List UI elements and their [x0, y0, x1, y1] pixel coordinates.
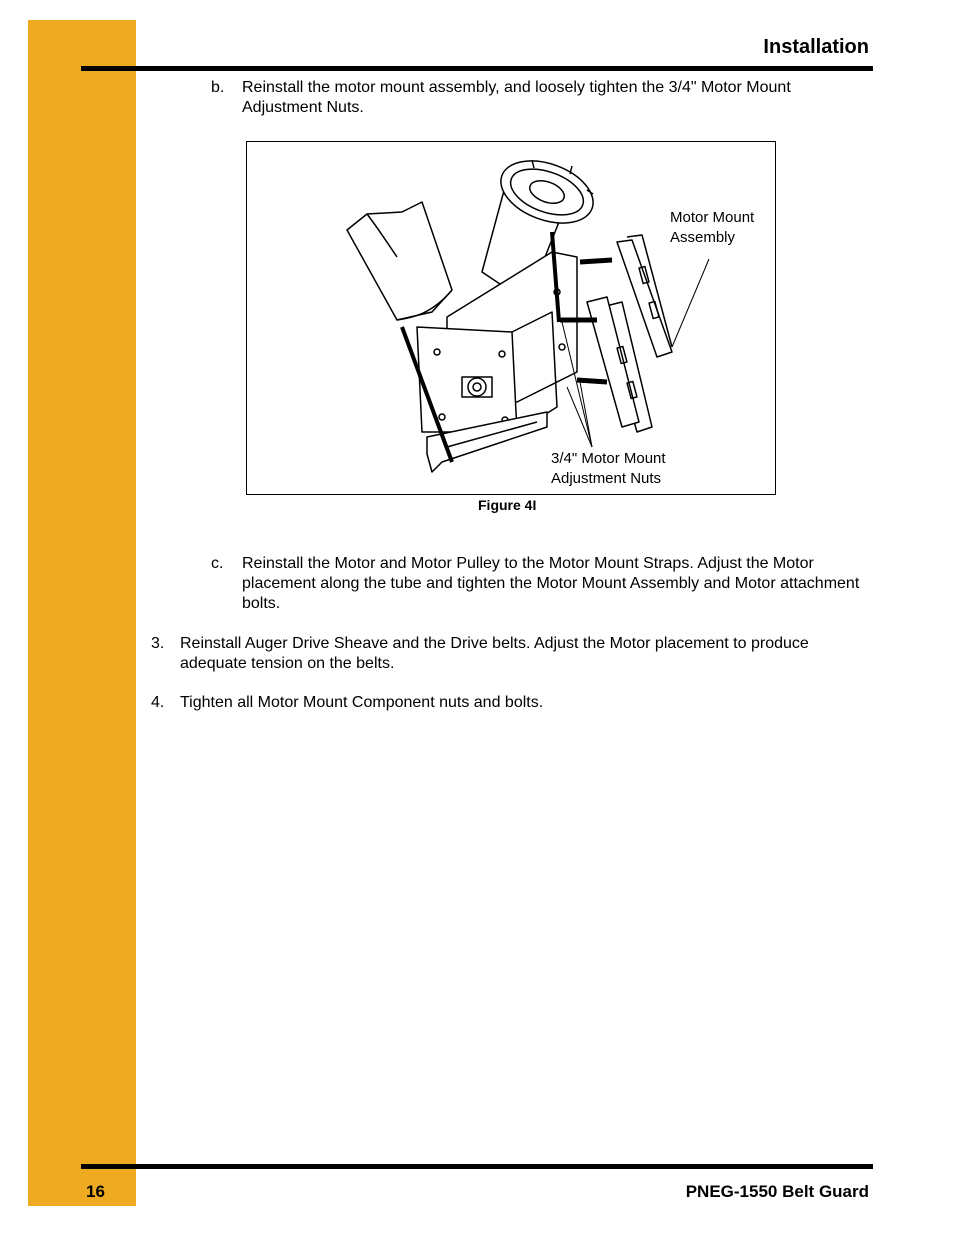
- step-4: [151, 693, 861, 713]
- step-b: [211, 78, 851, 118]
- step-3-text: Reinstall Auger Drive Sheave and the Drive belts. Adjust the Motor placement to produce adequate tension on the belts.: [180, 635, 809, 672]
- header-rule: [81, 66, 873, 71]
- step-b-marker: b.: [211, 79, 225, 96]
- callout-nuts-line1: 3/4" Motor Mount: [551, 450, 666, 467]
- footer-rule: [81, 1164, 873, 1169]
- callout-motor-mount-assembly: [670, 208, 754, 248]
- step-3-marker: 3.: [151, 635, 165, 652]
- callout-assembly-line1: Motor Mount: [670, 209, 755, 226]
- section-title: Installation: [763, 36, 869, 58]
- motor-mount-illustration: [247, 142, 775, 494]
- figure-caption: Figure 4I: [478, 497, 537, 513]
- step-c: [211, 554, 861, 614]
- document-title: PNEG-1550 Belt Guard: [685, 1182, 869, 1201]
- step-3: [151, 634, 861, 674]
- adjustment-straps: [587, 235, 672, 432]
- step-4-marker: 4.: [151, 694, 165, 711]
- step-c-marker: c.: [211, 555, 224, 572]
- sidebar-accent-bar: [28, 20, 136, 1206]
- step-c-text: Reinstall the Motor and Motor Pulley to the Motor Mount Straps. Adjust the Motor placement along the tube and tighten the Motor Mount Assembly and Motor attachment bolts.: [242, 555, 860, 612]
- motor-body: [347, 202, 452, 320]
- callout-assembly-line2: Assembly: [670, 229, 736, 246]
- callout-nuts-line2: Adjustment Nuts: [551, 470, 662, 487]
- step-4-text: Tighten all Motor Mount Component nuts and bolts.: [180, 694, 544, 711]
- figure-4i: [246, 141, 776, 495]
- callout-adjustment-nuts: [551, 449, 666, 489]
- page-number: 16: [86, 1182, 105, 1201]
- step-b-text: Reinstall the motor mount assembly, and loosely tighten the 3/4" Motor Mount Adjustment Nuts.: [242, 79, 791, 116]
